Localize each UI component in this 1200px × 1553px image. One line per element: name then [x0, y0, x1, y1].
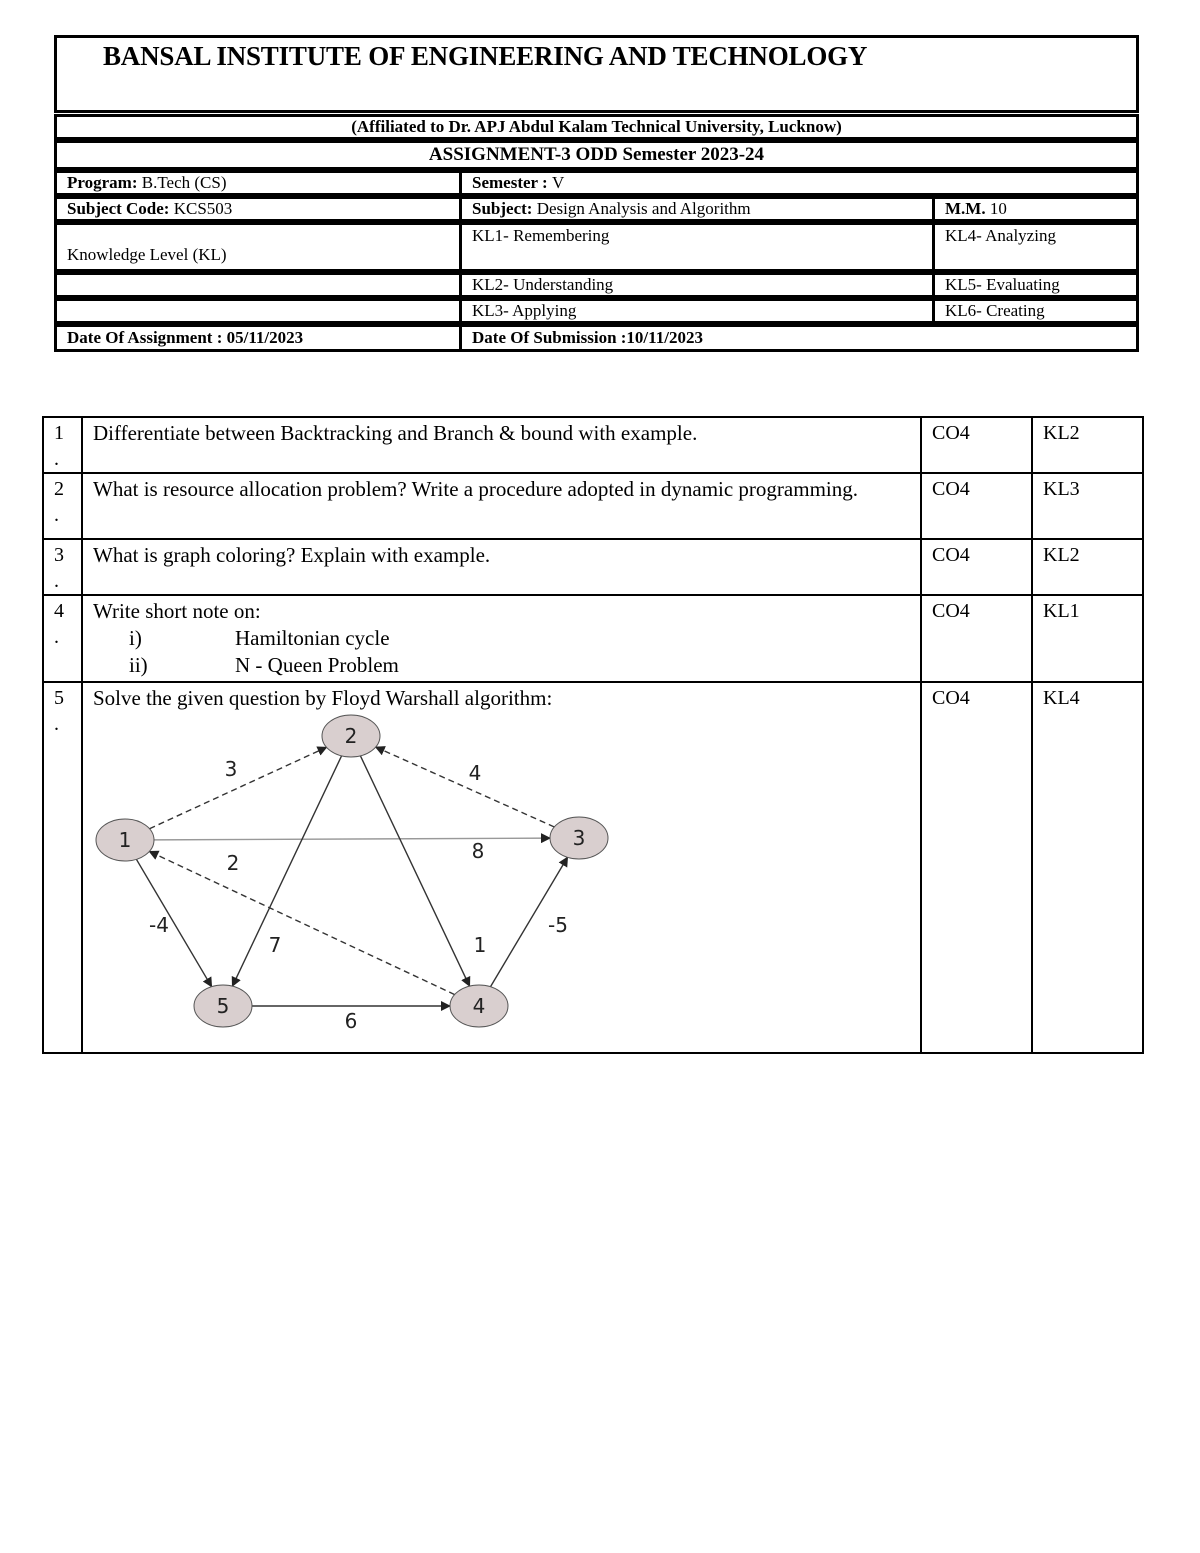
question-row — [43, 473, 1143, 539]
question-co: CO4 — [921, 595, 1032, 682]
question-co: CO4 — [921, 417, 1032, 473]
semester-label: Semester : — [472, 173, 548, 192]
subject-value: Design Analysis and Algorithm — [536, 199, 751, 218]
graph-svg — [83, 712, 623, 1052]
edge-weight-label: 3 — [224, 757, 238, 781]
graph-edge-1-3 — [154, 838, 550, 840]
question-co: CO4 — [921, 473, 1032, 539]
assignment-row — [54, 140, 1139, 170]
sub-item: ii) N - Queen Problem — [129, 653, 399, 677]
question-kl: KL3 — [1032, 473, 1143, 539]
program-row — [54, 170, 1139, 196]
program-cell — [57, 173, 462, 193]
semester-cell — [462, 173, 1132, 193]
subject-code-label: Subject Code: — [67, 199, 170, 218]
question-number: 3 . — [43, 539, 82, 595]
edge-weight-label: -4 — [149, 913, 169, 937]
subject-row — [54, 196, 1139, 222]
question-kl: KL2 — [1032, 539, 1143, 595]
kl5: KL5- Evaluating — [945, 275, 1060, 294]
affiliation: (Affiliated to Dr. APJ Abdul Kalam Technical University, Lucknow) — [351, 117, 842, 136]
question-row — [43, 682, 1143, 1053]
program-value: B.Tech (CS) — [141, 173, 227, 192]
question-kl: KL1 — [1032, 595, 1143, 682]
kl3: KL3- Applying — [472, 301, 577, 320]
kl-row-1 — [54, 222, 1139, 272]
graph-edge-3-2 — [376, 747, 555, 827]
graph-edge-1-2 — [149, 747, 326, 828]
question-text: What is resource allocation problem? Write a procedure adopted in dynamic programming. — [82, 473, 921, 539]
date-of-assignment: Date Of Assignment : 05/11/2023 — [67, 328, 304, 347]
affiliation-row — [54, 114, 1139, 140]
graph-node-label: 1 — [118, 828, 132, 852]
question-text: What is graph coloring? Explain with example. — [82, 539, 921, 595]
graph-edge-4-1 — [149, 851, 454, 994]
edge-weight-label: 4 — [468, 761, 482, 785]
date-row — [54, 324, 1139, 352]
question-number: 1 . — [43, 417, 82, 473]
sub-item: i) Hamiltonian cycle — [129, 626, 390, 650]
mm-label: M.M. — [945, 199, 986, 218]
subject-label: Subject: — [472, 199, 533, 218]
question-kl: KL4 — [1032, 682, 1143, 1053]
graph-node-label: 4 — [472, 994, 486, 1018]
edge-weight-label: 7 — [268, 933, 282, 957]
kl-label: Knowledge Level (KL) — [67, 245, 227, 264]
question-row — [43, 539, 1143, 595]
subject-code-cell — [57, 199, 462, 219]
question-lead: Write short note on: — [93, 599, 261, 623]
subject-code-value: KCS503 — [173, 199, 233, 218]
question-lead: Solve the given question by Floyd Warshall algorithm: — [93, 686, 553, 710]
graph-node-label: 2 — [344, 724, 358, 748]
date-of-submission: Date Of Submission :10/11/2023 — [472, 328, 703, 347]
kl4: KL4- Analyzing — [945, 226, 1056, 245]
graph-figure — [83, 712, 910, 1052]
question-co: CO4 — [921, 539, 1032, 595]
graph-edge-2-4 — [360, 756, 469, 986]
semester-value: V — [551, 173, 565, 192]
question-kl: KL2 — [1032, 417, 1143, 473]
assignment-title: ASSIGNMENT-3 ODD Semester 2023-24 — [428, 144, 765, 165]
question-text — [82, 595, 921, 682]
question-text: Differentiate between Backtracking and Branch & bound with example. — [82, 417, 921, 473]
kl-row-3 — [54, 298, 1139, 324]
graph-node-label: 5 — [216, 994, 230, 1018]
kl6: KL6- Creating — [945, 301, 1045, 320]
question-number: 4 . — [43, 595, 82, 682]
kl-row-2 — [54, 272, 1139, 298]
graph-node-label: 3 — [572, 826, 586, 850]
question-number: 2 . — [43, 473, 82, 539]
mm-value: 10 — [989, 199, 1007, 218]
edge-weight-label: 6 — [344, 1009, 358, 1033]
kl2: KL2- Understanding — [472, 275, 614, 294]
edge-weight-label: 8 — [471, 839, 485, 863]
question-row — [43, 595, 1143, 682]
question-number: 5 . — [43, 682, 82, 1053]
institute-row — [54, 35, 1139, 113]
graph-edge-1-5 — [136, 859, 211, 986]
program-label: Program: — [67, 173, 138, 192]
questions-table — [42, 416, 1144, 1054]
subject-cell — [462, 199, 932, 219]
question-co: CO4 — [921, 682, 1032, 1053]
kl1: KL1- Remembering — [472, 226, 610, 245]
edge-weight-label: 1 — [473, 933, 487, 957]
question-row — [43, 417, 1143, 473]
edge-weight-label: -5 — [548, 913, 568, 937]
institute-name: BANSAL INSTITUTE OF ENGINEERING AND TECHNOLOGY — [103, 41, 868, 71]
edge-weight-label: 2 — [226, 851, 240, 875]
question-text — [82, 682, 921, 1053]
graph-edge-2-5 — [232, 756, 341, 986]
mm-cell — [935, 199, 1135, 219]
